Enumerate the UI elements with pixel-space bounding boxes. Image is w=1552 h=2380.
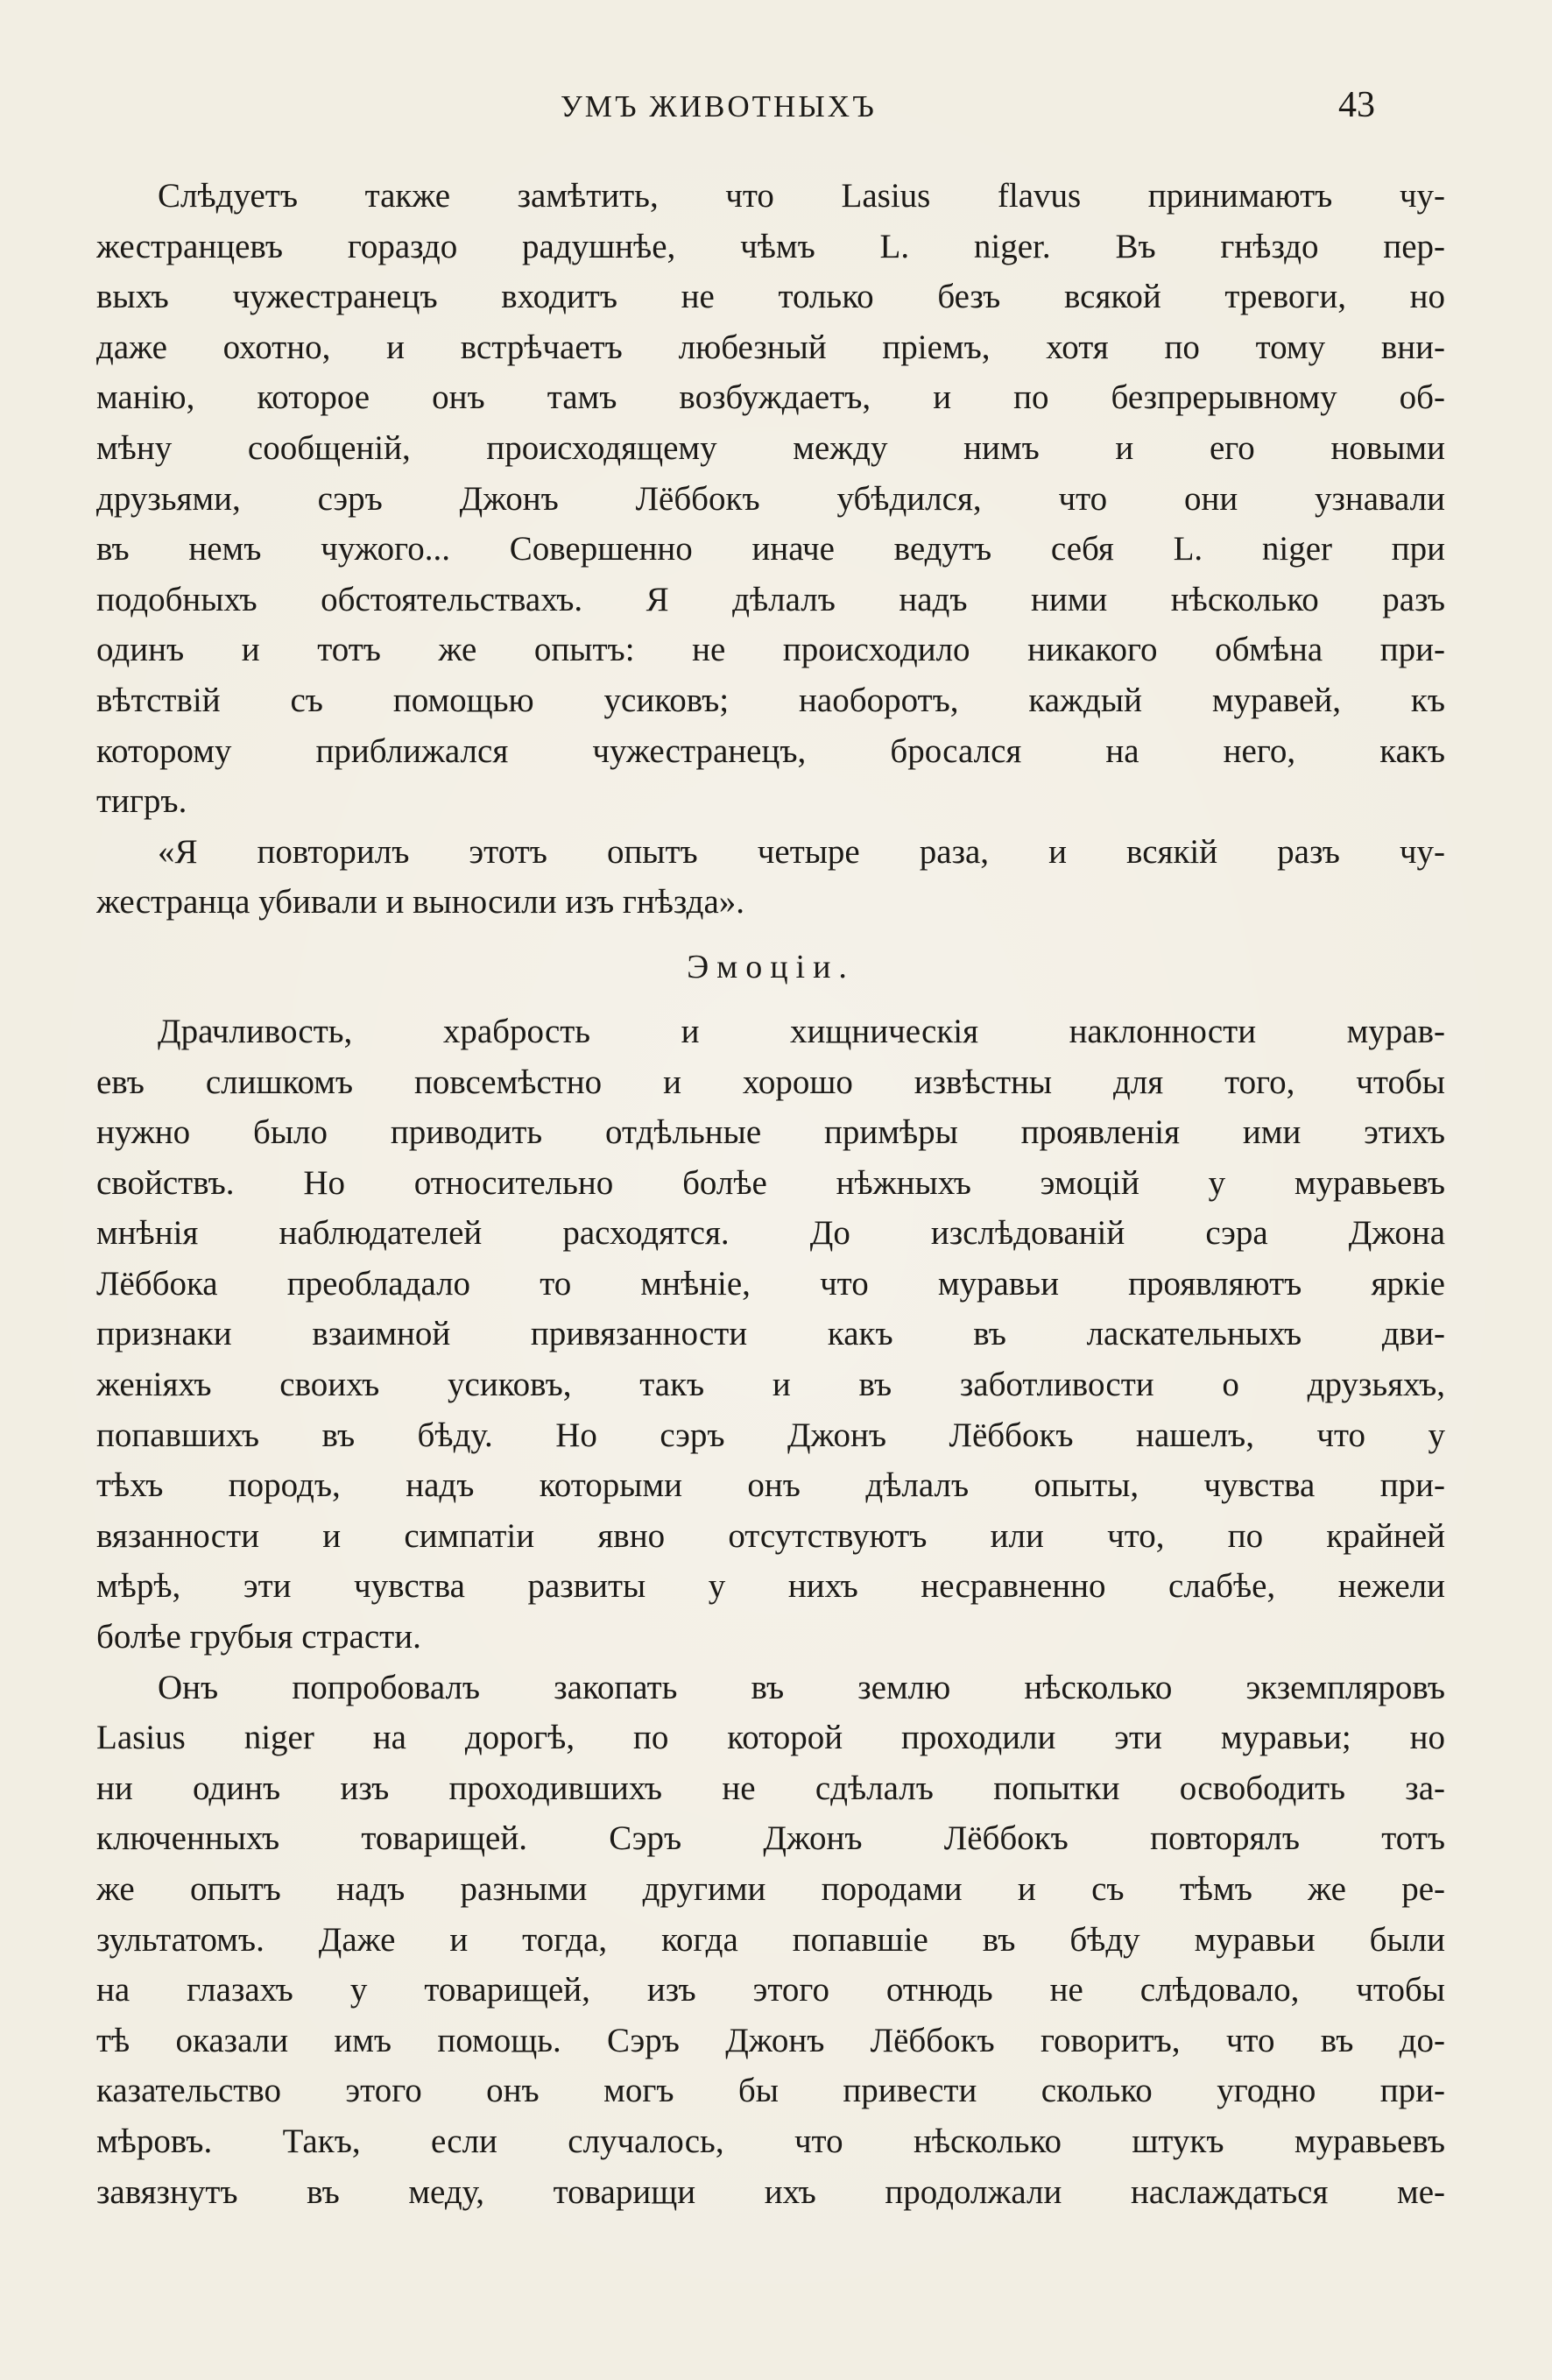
text-line: друзьями, сэръ Джонъ Лёббокъ убѣдился, что они узнавали	[96, 479, 1445, 518]
text-line: жестранца убивали и выносили изъ гнѣзда».	[96, 883, 745, 922]
text-line: въ немъ чужого... Совершенно иначе ведутъ себя L. niger при	[96, 530, 1445, 569]
text-line: выхъ чужестранецъ входитъ не только безъ всякой тревоги, но	[96, 278, 1445, 316]
text-line: признаки взаимной привязанности какъ въ ласкательныхъ дви-	[96, 1315, 1445, 1353]
text-line: казательство этого онъ могъ бы привести сколько угодно при-	[96, 2072, 1445, 2110]
text-line: подобныхъ обстоятельствахъ. Я дѣлалъ надъ ними нѣсколько разъ	[96, 580, 1445, 618]
text-line: тѣхъ породъ, надъ которыми онъ дѣлалъ опыты, чувства при-	[96, 1466, 1445, 1505]
text-line: завязнутъ въ меду, товарищи ихъ продолжали наслаждаться ме-	[96, 2172, 1445, 2211]
text-line: зультатомъ. Даже и тогда, когда попавшіе въ бѣду муравьи были	[96, 1920, 1445, 1959]
text-line: Онъ попробовалъ закопать въ землю нѣсколько экземпляровъ	[158, 1668, 1445, 1706]
text-line: евъ слишкомъ повсемѣстно и хорошо извѣстны для того, чтобы	[96, 1063, 1445, 1101]
text-line: ни одинъ изъ проходившихъ не сдѣлалъ попытки освободить за-	[96, 1769, 1445, 1807]
text-line: тѣ оказали имъ помощь. Сэръ Джонъ Лёббокъ говоритъ, что въ до-	[96, 2021, 1445, 2059]
text-line: тигръ.	[96, 782, 187, 821]
text-line: Lasius niger на дорогѣ, по которой проходили эти муравьи; но	[96, 1719, 1445, 1757]
text-line: мѣрѣ, эти чувства развиты у нихъ несравненно слабѣе, нежели	[96, 1567, 1445, 1606]
section-heading: Эмоціи.	[687, 948, 855, 985]
body-text	[96, 171, 1445, 2217]
text-line: попавшихъ въ бѣду. Но сэръ Джонъ Лёббокъ нашелъ, что у	[96, 1416, 1445, 1454]
text-line: манію, которое онъ тамъ возбуждаетъ, и по безпрерывному об-	[96, 378, 1445, 417]
text-line: вязанности и симпатіи явно отсутствуютъ или что, по крайней	[96, 1516, 1445, 1555]
text-line: ключенныхъ товарищей. Сэръ Джонъ Лёббокъ повторялъ тотъ	[96, 1819, 1445, 1858]
text-line: Лёббока преобладало то мнѣніе, что муравьи проявляютъ яркіе	[96, 1264, 1445, 1303]
text-line: которому приближался чужестранецъ, бросался на него, какъ	[96, 731, 1445, 770]
text-line: жестранцевъ гораздо радушнѣе, чѣмъ L. niger. Въ гнѣздо пер-	[96, 227, 1445, 265]
text-line: даже охотно, и встрѣчаетъ любезный пріемъ, хотя по тому вни-	[96, 328, 1445, 366]
page-number: 43	[1338, 85, 1375, 125]
text-line: на глазахъ у товарищей, изъ этого отнюдь не слѣдовало, чтобы	[96, 1971, 1445, 2009]
text-line: болѣе грубыя страсти.	[96, 1618, 421, 1656]
text-line: Слѣдуетъ также замѣтить, что Lasius flavus принимаютъ чу-	[158, 177, 1445, 215]
text-line: же опытъ надъ разными другими породами и съ тѣмъ же ре-	[96, 1870, 1445, 1908]
running-head	[0, 84, 1552, 137]
text-line: нужно было приводить отдѣльные примѣры проявленія ими этихъ	[96, 1113, 1445, 1152]
text-line: женіяхъ своихъ усиковъ, такъ и въ заботливости о друзьяхъ,	[96, 1366, 1445, 1404]
text-line: «Я повторилъ этотъ опытъ четыре раза, и всякій разъ чу-	[158, 832, 1445, 871]
text-line: вѣтствій съ помощью усиковъ; наоборотъ, каждый муравей, къ	[96, 681, 1445, 719]
text-line: Драчливость, храбрость и хищническія наклонности мурав-	[158, 1012, 1445, 1050]
text-line: свойствъ. Но относительно болѣе нѣжныхъ эмоцій у муравьевъ	[96, 1163, 1445, 1202]
text-line: мнѣнія наблюдателей расходятся. До изслѣдованій сэра Джона	[96, 1214, 1445, 1253]
text-line: одинъ и тотъ же опытъ: не происходило никакого обмѣна при-	[96, 631, 1445, 669]
running-title: УМЪ ЖИВОТНЫХЪ	[561, 89, 877, 124]
text-line: мѣровъ. Такъ, если случалось, что нѣсколько штукъ муравьевъ	[96, 2122, 1445, 2160]
text-line: мѣну сообщеній, происходящему между нимъ и его новыми	[96, 428, 1445, 467]
